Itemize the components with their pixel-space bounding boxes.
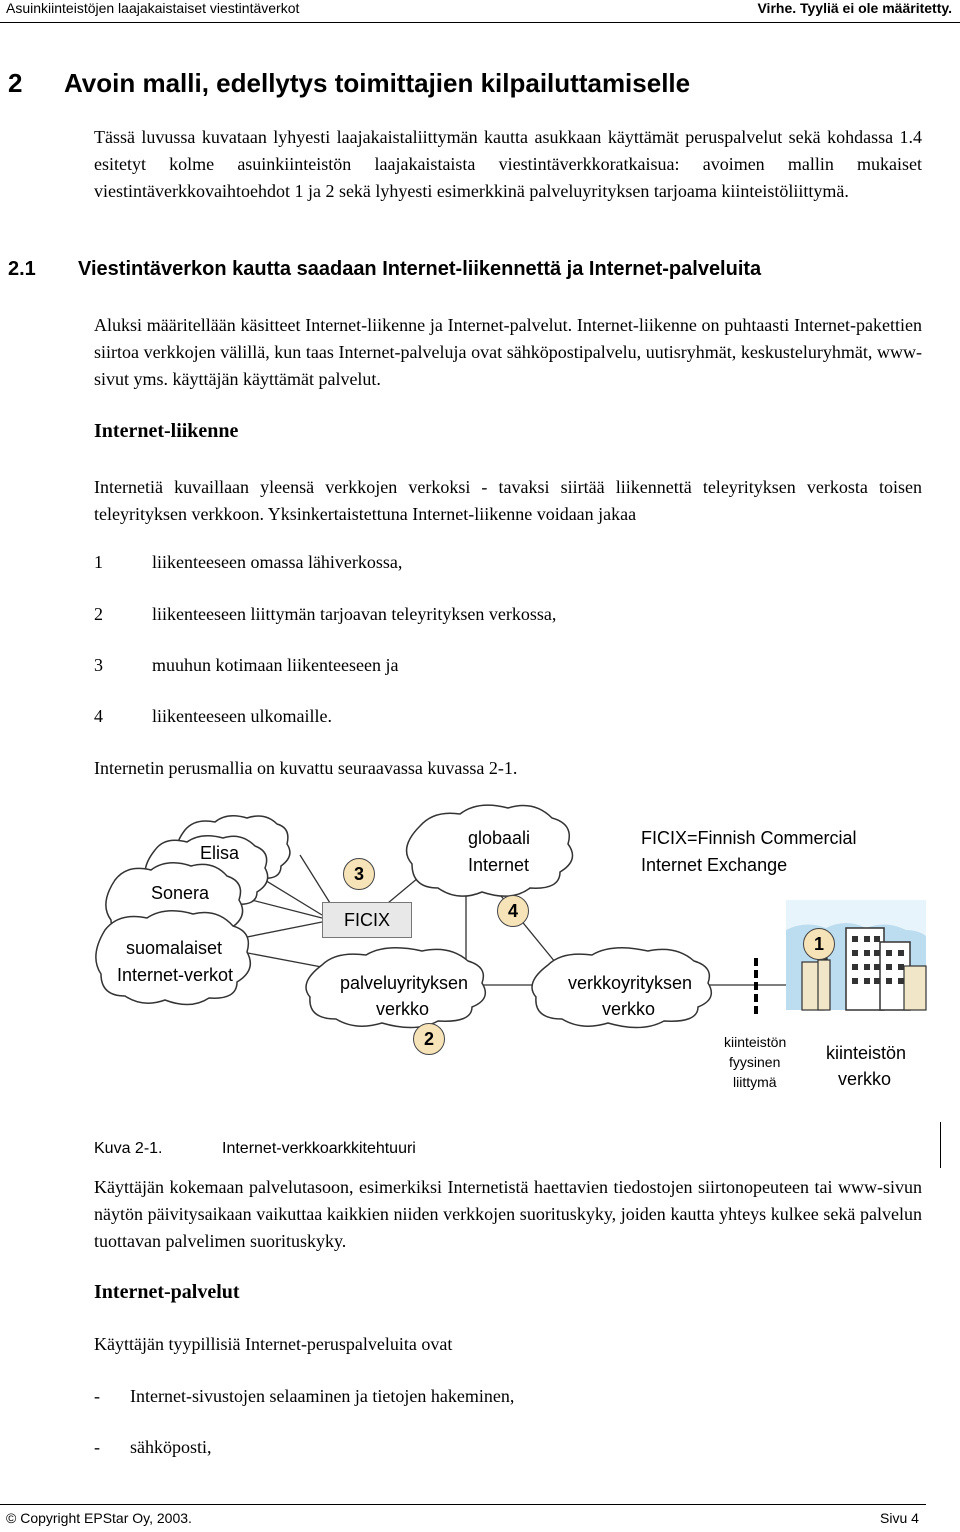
chapter-number: 2 — [8, 68, 23, 98]
service-provider-label-1: palveluyrityksen — [340, 973, 469, 993]
list-item — [94, 1437, 212, 1458]
list-item-bullet: - — [94, 1437, 100, 1457]
list-item — [94, 1386, 514, 1407]
property-network-label-2: verkko — [838, 1069, 892, 1089]
network-operator-label-2: verkko — [602, 999, 656, 1019]
list-item-bullet: - — [94, 1386, 100, 1406]
section-title: Viestintäverkon kautta saadaan Internet-liikennettä ja Internet-palveluita — [78, 258, 762, 280]
list-item-number: 1 — [94, 552, 103, 572]
level-2-badge: 2 — [413, 1023, 445, 1055]
section-number: 2.1 — [8, 258, 36, 280]
ficix-box: FICIX — [322, 902, 412, 938]
list-item-text: Internet-sivustojen selaaminen ja tietojen hakeminen, — [130, 1386, 515, 1406]
footer-page-number: Sivu 4 — [880, 1510, 919, 1526]
global-internet-label-1: globaali — [468, 828, 531, 848]
list-item-text: liikenteeseen liittymän tarjoavan teleyrityksen verkossa, — [152, 604, 557, 624]
service-provider-label-2: verkko — [376, 999, 430, 1019]
finnish-networks-label-2: Internet-verkot — [117, 965, 234, 985]
elisa-label: Elisa — [200, 843, 240, 863]
services-heading: Internet-palvelut — [94, 1281, 240, 1303]
sonera-label: Sonera — [151, 883, 210, 903]
physical-connection-marker — [754, 958, 758, 1014]
running-header-title: Asuinkiinteistöjen laajakaistaiset viestintäverkot — [6, 0, 300, 16]
global-internet-label-2: Internet — [468, 855, 530, 875]
list-item-text: liikenteeseen omassa lähiverkossa, — [152, 552, 403, 572]
figure-reference: Internetin perusmallia on kuvattu seuraavassa kuvassa 2-1. — [94, 758, 518, 778]
change-bar — [940, 1122, 941, 1168]
physical-connection-label-3: liittymä — [733, 1074, 777, 1090]
ficix-description-2: Internet Exchange — [641, 855, 788, 875]
finnish-networks-label-1: suomalaiset — [126, 938, 223, 958]
footer-rule — [0, 1504, 926, 1505]
list-item-text: sähköposti, — [130, 1437, 212, 1457]
services-paragraph: Käyttäjän tyypillisiä Internet-peruspalveluita ovat — [94, 1334, 453, 1354]
global-internet-cloud — [407, 805, 573, 896]
level-3-badge: 3 — [343, 858, 375, 890]
running-header-error: Virhe. Tyyliä ei ole määritetty. — [757, 0, 952, 16]
footer-copyright: © Copyright EPStar Oy, 2003. — [6, 1510, 192, 1526]
chapter-title: Avoin malli, edellytys toimittajien kilpailuttamiselle — [64, 68, 691, 98]
section-intro: Aluksi määritellään käsitteet Internet-liikenne ja Internet-palvelut. Internet-liikenne on puhtaasti Internet-pakettien siirtoa verkkojen välillä, kun taas Internet-palveluja ovat sähköpostipalvelu, uutisryhmät, keskusteluryhmät, www-sivut yms. käyttäjän käyttämät palvelut. — [94, 315, 922, 389]
figure-caption-number: Kuva 2-1. — [94, 1140, 163, 1157]
physical-connection-label-2: fyysinen — [729, 1054, 781, 1070]
network-operator-label-1: verkkoyrityksen — [568, 973, 693, 993]
list-item-text: muuhun kotimaan liikenteeseen ja — [152, 655, 399, 675]
list-item-number: 4 — [94, 706, 103, 726]
list-item-text: liikenteeseen ulkomaille. — [152, 706, 332, 726]
physical-connection-label-1: kiinteistön — [724, 1034, 787, 1050]
performance-paragraph: Käyttäjän kokemaan palvelutasoon, esimerkiksi Internetistä haettavien tiedostojen siirtonopeuteen tai www-sivun näytön päivitysaikaan vaikuttaa kaikkien niiden verkkojen suorituskyky, joiden kautta yhteys kulkee sekä palvelun tuottavan palvelimen suorituskyky. — [94, 1177, 922, 1251]
level-1-badge: 1 — [803, 928, 835, 960]
traffic-paragraph: Internetiä kuvaillaan yleensä verkkojen verkoksi - tavaksi siirtää liikennettä teleyrityksen verkosta toisen teleyrityksen verkkoon. Yksinkertaistettuna Internet-liikenne voidaan jakaa — [94, 477, 922, 524]
property-network-label-1: kiinteistön — [826, 1043, 907, 1063]
chapter-intro: Tässä luvussa kuvataan lyhyesti laajakaistaliittymän kautta asukkaan käyttämät peruspalvelut sekä kohdassa 1.4 esitetyt kolme asuinkiinteistön laajakaistaista viestintäverkkoratkaisua: avoimen mallin mukaiset viestintäverkkovaihtoehdot 1 ja 2 sekä lyhyesti esimerkkinä palveluyrityksen tarjoama kiinteistöliittymä. — [94, 127, 922, 201]
list-item-number: 3 — [94, 655, 103, 675]
ficix-description-1: FICIX=Finnish Commercial — [641, 828, 857, 848]
traffic-heading: Internet-liikenne — [94, 420, 239, 442]
figure-caption-text: Internet-verkkoarkkitehtuuri — [222, 1140, 416, 1157]
level-4-badge: 4 — [497, 895, 529, 927]
list-item-number: 2 — [94, 604, 103, 624]
